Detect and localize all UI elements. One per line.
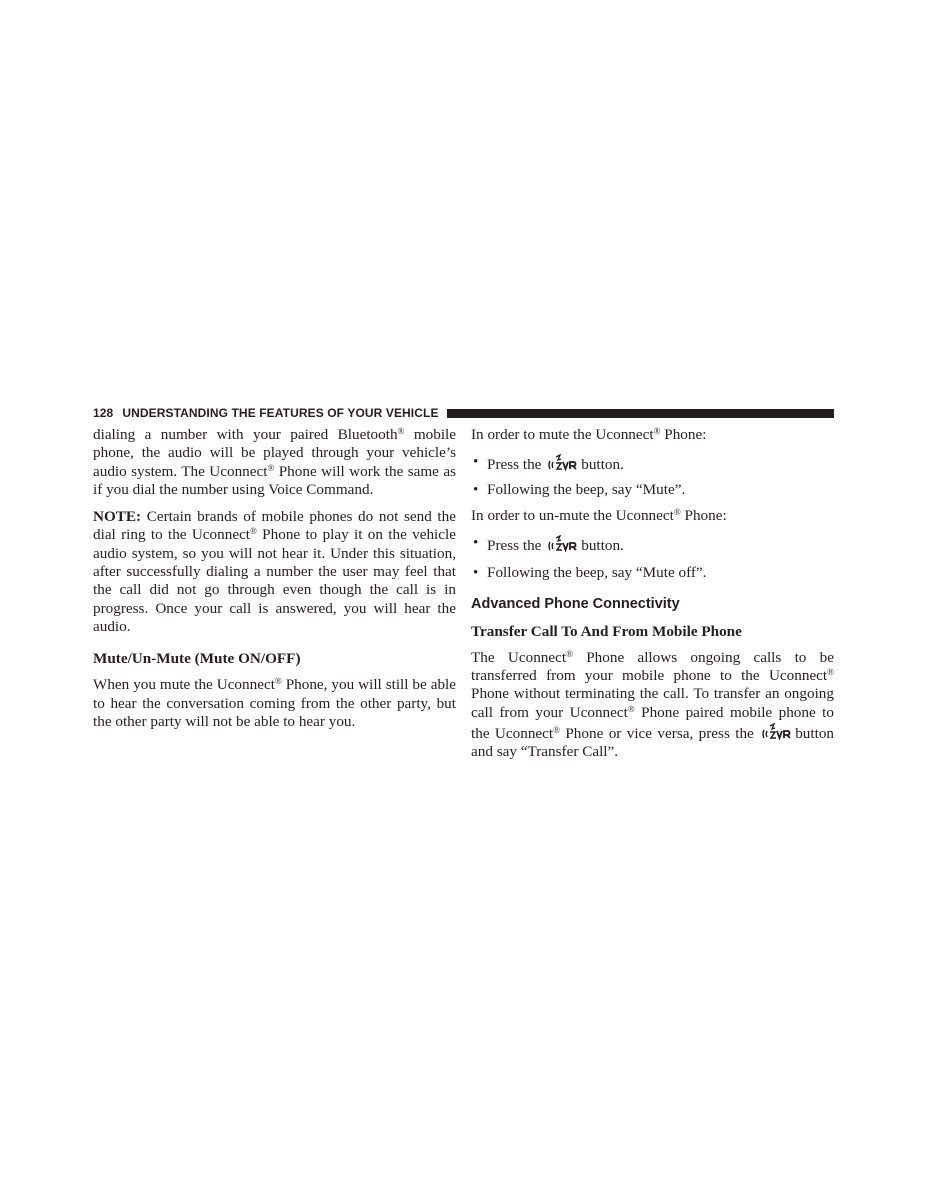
note-label: NOTE:: [93, 508, 142, 526]
vr-voice-icon: [547, 534, 579, 554]
transfer-heading: Transfer Call To And From Mobile Phone: [471, 622, 742, 640]
list-item: • Following the beep, say “Mute off”.: [471, 564, 834, 582]
section-title: UNDERSTANDING THE FEATURES OF YOUR VEHICLE: [122, 406, 439, 420]
paragraph-audio: dialing a number with your paired Bluetooth® mobile phone, the audio will be played through your vehicle’s audio system. The Uconnect® Phone will work the same as if you dial the number using Voice Command.: [93, 426, 456, 498]
unmute-steps: [471, 534, 834, 583]
unmute-intro: In order to un-mute the Uconnect® Phone:: [471, 506, 727, 524]
list-item: • Press the button.: [471, 534, 834, 555]
vr-voice-icon: [547, 453, 579, 473]
mute-heading: Mute/Un-Mute (Mute ON/OFF): [93, 650, 301, 668]
left-column: [93, 426, 456, 740]
page-header: [93, 405, 834, 421]
page-number: 128: [93, 406, 114, 420]
transfer-paragraph: The Uconnect® Phone allows ongoing calls to be transferred from your mobile phone to the Uconnect® Phone without terminating the call. To transfer an ongoing call from your Uconnect® Phone paired mobile phone to the Uconnect® Phone or vice versa, press the button and say “Transfer Call”.: [471, 648, 835, 761]
mute-steps: [471, 453, 834, 499]
paragraph-mute: When you mute the Uconnect® Phone, you will still be able to hear the conversation coming from the other party, but the other party will not be able to hear you.: [93, 676, 456, 730]
vr-voice-icon: [761, 722, 793, 742]
advanced-heading: Advanced Phone Connectivity: [471, 595, 680, 612]
mute-intro: In order to mute the Uconnect® Phone:: [471, 426, 707, 443]
list-item: • Following the beep, say “Mute”.: [471, 481, 834, 499]
header-rule: [447, 409, 834, 418]
note-paragraph: NOTE: Certain brands of mobile phones do not send the dial ring to the Uconnect® Phone to play it on the vehicle audio system, so you will not hear it. Under this situation, after successfully dialing a number the user may feel that the call did not go through even though the call is in progress. Once your call is answered, you will hear the audio.: [93, 508, 456, 635]
list-item: • Press the button.: [471, 453, 834, 474]
right-column: [471, 426, 834, 771]
